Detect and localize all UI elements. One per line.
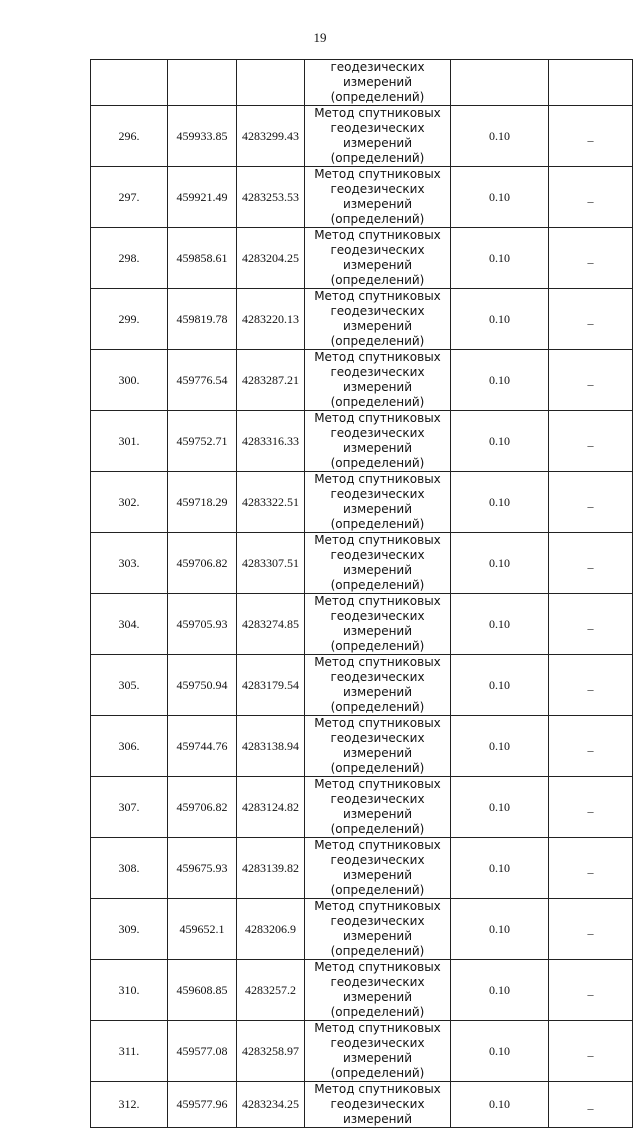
table-row [91,594,633,655]
cell-x: 459858.61 [168,228,237,289]
table-row [91,228,633,289]
cell-note: _ [549,350,633,411]
cell-accuracy: 0.10 [451,106,549,167]
cell-y [237,60,305,106]
cell-note: _ [549,777,633,838]
cell-number: 297. [91,167,168,228]
cell-y: 4283206.9 [237,899,305,960]
cell-y: 4283204.25 [237,228,305,289]
cell-accuracy: 0.10 [451,289,549,350]
table-row [91,411,633,472]
cell-note: _ [549,533,633,594]
table-row-continued [91,60,633,106]
cell-y: 4283316.33 [237,411,305,472]
cell-y: 4283258.97 [237,1021,305,1082]
cell-number: 309. [91,899,168,960]
cell-y: 4283287.21 [237,350,305,411]
cell-note: _ [549,1021,633,1082]
cell-number [91,60,168,106]
coordinates-table [90,59,633,1128]
cell-x: 459750.94 [168,655,237,716]
cell-accuracy: 0.10 [451,838,549,899]
cell-number: 296. [91,106,168,167]
cell-x: 459675.93 [168,838,237,899]
cell-number: 306. [91,716,168,777]
cell-method: Метод спутниковых геодезических измерений (определений) [305,777,451,838]
cell-method: Метод спутниковых геодезических измерений (определений) [305,655,451,716]
cell-y: 4283299.43 [237,106,305,167]
cell-y: 4283307.51 [237,533,305,594]
table-row [91,655,633,716]
cell-x: 459776.54 [168,350,237,411]
cell-y: 4283124.82 [237,777,305,838]
cell-y: 4283322.51 [237,472,305,533]
cell-y: 4283179.54 [237,655,305,716]
cell-number: 310. [91,960,168,1021]
cell-method: Метод спутниковых геодезических измерений (определений) [305,899,451,960]
table-row [91,716,633,777]
cell-number: 308. [91,838,168,899]
cell-y: 4283253.53 [237,167,305,228]
cell-note: _ [549,411,633,472]
cell-accuracy: 0.10 [451,533,549,594]
cell-x: 459577.08 [168,1021,237,1082]
cell-accuracy [451,60,549,106]
cell-number: 303. [91,533,168,594]
cell-y: 4283257.2 [237,960,305,1021]
cell-note: _ [549,167,633,228]
cell-note: _ [549,594,633,655]
cell-x: 459577.96 [168,1082,237,1128]
cell-accuracy: 0.10 [451,411,549,472]
cell-x: 459752.71 [168,411,237,472]
cell-note: _ [549,106,633,167]
cell-number: 305. [91,655,168,716]
cell-method: Метод спутниковых геодезических измерений (определений) [305,411,451,472]
cell-x: 459744.76 [168,716,237,777]
cell-method: Метод спутниковых геодезических измерений (определений) [305,716,451,777]
table-row [91,899,633,960]
cell-note: _ [549,960,633,1021]
cell-method: Метод спутниковых геодезических измерений (определений) [305,228,451,289]
cell-x: 459608.85 [168,960,237,1021]
cell-method: Метод спутниковых геодезических измерений (определений) [305,533,451,594]
cell-note: _ [549,655,633,716]
cell-method: Метод спутниковых геодезических измерений (определений) [305,838,451,899]
cell-method: Метод спутниковых геодезических измерений (определений) [305,350,451,411]
cell-x: 459819.78 [168,289,237,350]
cell-accuracy: 0.10 [451,777,549,838]
cell-accuracy: 0.10 [451,899,549,960]
coordinates-table-body [91,60,633,1128]
cell-note: _ [549,472,633,533]
table-row [91,350,633,411]
cell-method: Метод спутниковых геодезических измерений (определений) [305,106,451,167]
cell-number: 304. [91,594,168,655]
table-row [91,167,633,228]
cell-number: 299. [91,289,168,350]
table-row [91,106,633,167]
cell-accuracy: 0.10 [451,960,549,1021]
cell-x: 459706.82 [168,533,237,594]
cell-x: 459921.49 [168,167,237,228]
cell-method: Метод спутниковых геодезических измерений (определений) [305,1021,451,1082]
cell-note: _ [549,838,633,899]
cell-number: 302. [91,472,168,533]
cell-y: 4283220.13 [237,289,305,350]
cell-x: 459718.29 [168,472,237,533]
cell-accuracy: 0.10 [451,716,549,777]
cell-x: 459706.82 [168,777,237,838]
cell-x [168,60,237,106]
cell-method: геодезических измерений (определений) [305,60,451,106]
cell-note: _ [549,899,633,960]
cell-method: Метод спутниковых геодезических измерений (определений) [305,472,451,533]
cell-accuracy: 0.10 [451,655,549,716]
table-row [91,960,633,1021]
table-row [91,777,633,838]
cell-number: 301. [91,411,168,472]
cell-note: _ [549,716,633,777]
cell-x: 459705.93 [168,594,237,655]
cell-number: 311. [91,1021,168,1082]
table-row [91,289,633,350]
cell-number: 300. [91,350,168,411]
table-row [91,533,633,594]
cell-y: 4283139.82 [237,838,305,899]
page-number: 19 [313,30,327,45]
cell-number: 307. [91,777,168,838]
table-row [91,1082,633,1128]
cell-note: _ [549,1082,633,1128]
table-row [91,838,633,899]
table-row [91,472,633,533]
cell-accuracy: 0.10 [451,228,549,289]
cell-accuracy: 0.10 [451,350,549,411]
cell-accuracy: 0.10 [451,1021,549,1082]
cell-accuracy: 0.10 [451,594,549,655]
cell-x: 459652.1 [168,899,237,960]
cell-method: Метод спутниковых геодезических измерений (определений) [305,167,451,228]
cell-method: Метод спутниковых геодезических измерений (определений) [305,289,451,350]
cell-accuracy: 0.10 [451,1082,549,1128]
cell-method: Метод спутниковых геодезических измерений [305,1082,451,1128]
cell-y: 4283138.94 [237,716,305,777]
cell-note: _ [549,289,633,350]
cell-y: 4283234.25 [237,1082,305,1128]
cell-number: 298. [91,228,168,289]
cell-x: 459933.85 [168,106,237,167]
cell-y: 4283274.85 [237,594,305,655]
cell-note [549,60,633,106]
cell-accuracy: 0.10 [451,167,549,228]
cell-method: Метод спутниковых геодезических измерений (определений) [305,960,451,1021]
cell-accuracy: 0.10 [451,472,549,533]
cell-method: Метод спутниковых геодезических измерений (определений) [305,594,451,655]
cell-note: _ [549,228,633,289]
table-row [91,1021,633,1082]
cell-number: 312. [91,1082,168,1128]
